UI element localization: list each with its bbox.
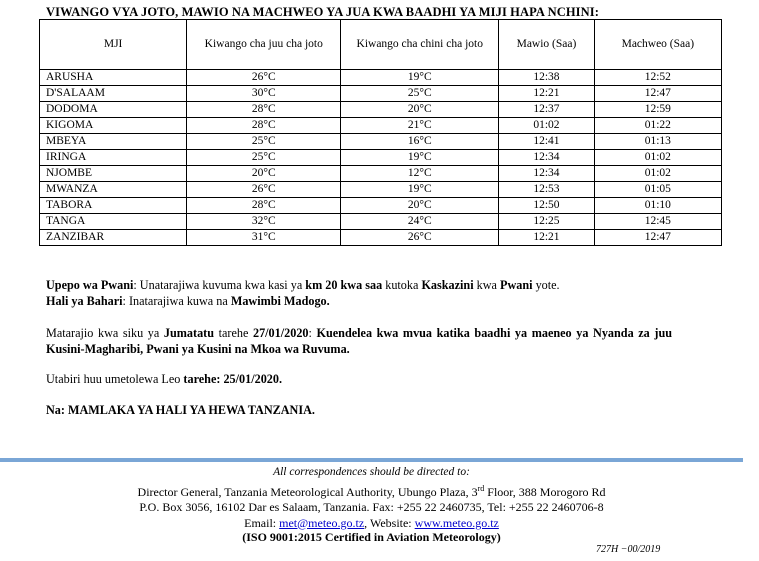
table-row (40, 118, 722, 134)
table-cell: 01:02 (499, 118, 594, 134)
text-segment: kutoka (382, 278, 422, 292)
column-header: Kiwango cha juu cha joto (187, 20, 341, 70)
text-segment: kwa (473, 278, 500, 292)
table-cell: 12:25 (499, 214, 594, 230)
outlook-day: Jumatatu (163, 326, 215, 340)
city-cell: D'SALAAM (40, 86, 187, 102)
table-cell: 12°C (341, 166, 499, 182)
coastal-wind-label: Upepo wa Pwani (46, 278, 134, 292)
city-cell: MWANZA (40, 182, 187, 198)
table-cell: 12:34 (499, 150, 594, 166)
table-cell: 30°C (187, 86, 341, 102)
outlook-forecast: Kuendelea kwa mvua katika baadhi ya maeneo ya Nyanda za juu Kusini-Magharibi, Pwani ya Kusini na Mkoa wa Ruvuma. (46, 326, 672, 356)
table-cell: 19°C (341, 150, 499, 166)
table-cell: 12:52 (594, 70, 721, 86)
city-cell: IRINGA (40, 150, 187, 166)
iso-certification: (ISO 9001:2015 Certified in Aviation Meteorology) (242, 530, 501, 544)
text-segment: yote. (532, 278, 560, 292)
issued-text (46, 372, 282, 387)
text-segment: Director General, Tanzania Meteorological Authority, Ubungo Plaza, 3 (137, 484, 478, 499)
table-header-row (40, 20, 722, 70)
wind-place: Pwani (500, 278, 533, 292)
footer-directed: All correspondences should be directed to: (273, 466, 470, 478)
footer-divider (0, 458, 743, 462)
table-cell: 19°C (341, 182, 499, 198)
text-segment: : Inatarajiwa kuwa na (122, 294, 231, 308)
table-cell: 21°C (341, 118, 499, 134)
table-cell: 12:21 (499, 230, 594, 246)
table-row (40, 102, 722, 118)
table-cell: 12:41 (499, 134, 594, 150)
column-header: Mawio (Saa) (499, 20, 594, 70)
table-cell: 12:45 (594, 214, 721, 230)
table-cell: 28°C (187, 102, 341, 118)
table-cell: 12:21 (499, 86, 594, 102)
outlook-text (46, 325, 672, 357)
sea-state-label: Hali ya Bahari (46, 294, 123, 308)
page-title: VIWANGO VYA JOTO, MAWIO NA MACHWEO YA JUA KWA BAADHI YA MIJI HAPA NCHINI: (46, 5, 599, 19)
table-cell: 25°C (187, 150, 341, 166)
table-cell: 01:22 (594, 118, 721, 134)
signature: Na: MAMLAKA YA HALI YA HEWA TANZANIA. (46, 403, 315, 417)
city-cell: KIGOMA (40, 118, 187, 134)
text-segment: , Website: (364, 515, 415, 530)
table-row (40, 150, 722, 166)
coastal-wind-text (46, 278, 560, 293)
table-cell: 12:38 (499, 70, 594, 86)
table-cell: 12:47 (594, 86, 721, 102)
table-cell: 12:59 (594, 102, 721, 118)
issued-date: tarehe: 25/01/2020. (183, 372, 283, 386)
table-cell: 28°C (187, 118, 341, 134)
table-cell: 01:10 (594, 198, 721, 214)
table-body (40, 70, 722, 246)
table-cell: 32°C (187, 214, 341, 230)
city-cell: NJOMBE (40, 166, 187, 182)
table-cell: 19°C (341, 70, 499, 86)
table-cell: 12:34 (499, 166, 594, 182)
outlook-date: 27/01/2020 (252, 326, 309, 340)
table-cell: 01:13 (594, 134, 721, 150)
table-cell: 24°C (341, 214, 499, 230)
table-cell: 26°C (187, 182, 341, 198)
document-code: 727H −00/2019 (596, 544, 661, 555)
city-cell: ARUSHA (40, 70, 187, 86)
table-row (40, 214, 722, 230)
table-row (40, 182, 722, 198)
city-cell: DODOMA (40, 102, 187, 118)
text-segment: Utabiri huu umetolewa Leo (46, 372, 184, 386)
footer (0, 465, 743, 531)
table-cell: 26°C (341, 230, 499, 246)
table-cell: 12:37 (499, 102, 594, 118)
city-cell: TANGA (40, 214, 187, 230)
wind-speed: km 20 kwa saa (305, 278, 383, 292)
text-segment: Email: (244, 515, 280, 530)
table-cell: 01:02 (594, 166, 721, 182)
city-cell: MBEYA (40, 134, 187, 150)
table-row (40, 198, 722, 214)
column-header: MJI (40, 20, 187, 70)
weather-table (39, 19, 722, 246)
sea-state-text (46, 294, 330, 309)
table-row (40, 86, 722, 102)
text-segment: Matarajio kwa siku ya (46, 326, 164, 340)
text-segment: Floor, 388 Morogoro Rd (484, 484, 606, 499)
city-cell: ZANZIBAR (40, 230, 187, 246)
table-row (40, 166, 722, 182)
table-cell: 25°C (341, 86, 499, 102)
footer-links (0, 516, 743, 532)
table-cell: 25°C (187, 134, 341, 150)
table-cell: 20°C (187, 166, 341, 182)
table-cell: 12:47 (594, 230, 721, 246)
table-cell: 20°C (341, 102, 499, 118)
email-link[interactable]: met@meteo.go.tz (279, 515, 365, 530)
city-cell: TABORA (40, 198, 187, 214)
table-cell: 20°C (341, 198, 499, 214)
text-segment: tarehe (214, 326, 253, 340)
footer-address (0, 481, 743, 501)
text-segment: : (308, 326, 317, 340)
text-segment: : Unatarajiwa kuvuma kwa kasi ya (133, 278, 306, 292)
column-header: Machweo (Saa) (594, 20, 721, 70)
table-cell: 28°C (187, 198, 341, 214)
table-cell: 12:53 (499, 182, 594, 198)
footer-contact: P.O. Box 3056, 16102 Dar es Salaam, Tanzania. Fax: +255 22 2460735, Tel: +255 22 2460706-8 (139, 500, 604, 514)
wind-direction: Kaskazini (421, 278, 474, 292)
table-cell: 12:50 (499, 198, 594, 214)
table-cell: 01:02 (594, 150, 721, 166)
website-link[interactable]: www.meteo.go.tz (414, 515, 499, 530)
table-row (40, 230, 722, 246)
column-header: Kiwango cha chini cha joto (341, 20, 499, 70)
table-cell: 01:05 (594, 182, 721, 198)
text-segment: rd (477, 483, 485, 493)
table-row (40, 70, 722, 86)
table-cell: 16°C (341, 134, 499, 150)
table-cell: 31°C (187, 230, 341, 246)
table-row (40, 134, 722, 150)
sea-state: Mawimbi Madogo. (230, 294, 330, 308)
table-cell: 26°C (187, 70, 341, 86)
